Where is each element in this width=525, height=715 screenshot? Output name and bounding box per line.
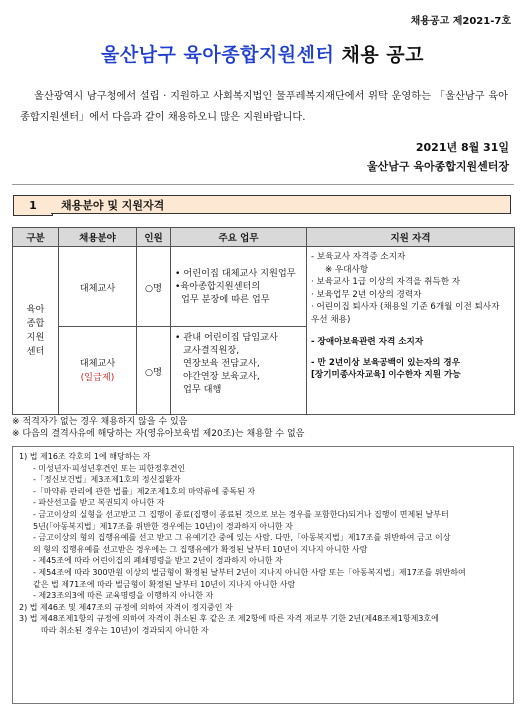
division-line: 센터 xyxy=(26,345,45,357)
disq-item: - 제54조에 따라 300만원 이상의 벌금형이 확정된 날부터 2년이 지나지 아니한 사람 또는「아동복지법」제17조를 위반하여 xyxy=(33,567,466,577)
count-cell: ○명 xyxy=(137,327,171,415)
disq-item: -「정신보건법」제3조제1호의 정신질환자 xyxy=(33,475,181,485)
disq-item: - 금고이상의 실형을 선고받고 그 집행이 종료(집행이 종료된 것으로 보는 경우를 포함한다)되거나 집행이 면제된 날부터 xyxy=(33,509,449,519)
division-line: 지원 xyxy=(26,331,45,343)
notice-date: 2021년 8월 31일 xyxy=(415,141,509,154)
note-line: ※ 적격자가 없는 경우 채용하지 않을 수 있음 xyxy=(12,417,188,427)
disq-item: -「마약류 관리에 관한 법률」제2조제1호의 마약류에 중독된 자 xyxy=(33,486,256,496)
table-row xyxy=(13,247,515,327)
note-line: ※ 다음의 결격사유에 해당하는 자(영유아보육법 제20조)는 채용할 수 없음 xyxy=(12,429,305,439)
section-title: 채용분야 및 지원자격 xyxy=(51,195,511,214)
divider xyxy=(12,184,514,185)
duties-cell xyxy=(171,247,307,327)
notes xyxy=(12,416,514,440)
qual-line: - 장애아보육관련 자격 소지자 xyxy=(311,337,424,347)
qual-line: - 만 2년이상 보육공백이 있는자의 경우 xyxy=(311,357,461,368)
field-sub-label: (일급제) xyxy=(80,371,115,383)
qual-line: ※ 우대사항 xyxy=(325,264,369,275)
division-cell xyxy=(13,247,59,415)
disq-heading: 1) 법 제16조 각호의 1에 해당하는 자 xyxy=(19,452,151,461)
disq-item: - 제45조에 따라 어린이집의 폐쇄명령을 받고 2년이 경과하지 아니한 자 xyxy=(33,556,283,566)
disq-item: - 파산선고를 받고 복권되지 아니한 자 xyxy=(33,498,165,508)
header-duties: 주요 업무 xyxy=(171,228,307,247)
qual-line: · 보육교사 1급 이상의 자격을 취득한 자 xyxy=(311,277,461,287)
header-count: 인원 xyxy=(137,228,171,247)
field-cell: 대체교사 xyxy=(59,247,137,327)
field-cell xyxy=(59,327,137,415)
field-label: 대체교사 xyxy=(79,357,116,369)
duties-cell xyxy=(171,327,307,415)
disq-item: 같은 법 제71조에 따라 벌금형이 확정된 날부터 10년이 지나지 아니한 사람 xyxy=(33,579,296,589)
title-suffix: 채용 공고 xyxy=(334,44,425,66)
disqualification-box xyxy=(12,446,514,704)
disq-heading: 3) 법 제48조제1항의 규정에 의하여 자격이 취소된 후 같은 조 제2항에 따른 자격 재교부 기한 2년(제48조제1항제3호에 xyxy=(19,614,439,624)
duty-line: • 관내 어린이집 담임교사 xyxy=(175,332,278,343)
table-header-row xyxy=(13,228,515,247)
division-line: 종합 xyxy=(26,317,45,329)
count-cell: ○명 xyxy=(137,247,171,327)
duty-line: 업무 분장에 따른 업무 xyxy=(181,294,270,305)
section-number: 1 xyxy=(13,195,53,216)
duty-line: 야간연장 보육교사, xyxy=(183,371,260,382)
title-center-name: 울산남구 육아종합지원센터 xyxy=(100,44,335,66)
duty-line: •육아종합지원센터의 xyxy=(175,281,261,292)
header-qualifications: 지원 자격 xyxy=(307,228,515,247)
duty-line: 연장보육 전담교사, xyxy=(183,358,260,369)
notice-number: 채용공고 제2021-7호 xyxy=(410,16,511,27)
intro-paragraph: 울산광역시 남구청에서 설립 · 지원하고 사회복지법인 물푸레복지재단에서 위탁 운영하는 「울산남구 육아종합지원센터」에서 다음과 같이 채용하오니 많은 지원바랍니다. xyxy=(20,91,508,123)
organization-name: 울산남구 육아종합지원센터장 xyxy=(367,160,509,173)
division-line: 육아 xyxy=(26,303,45,315)
disq-item: - 금고이상의 형의 집행유예를 선고 받고 그 유예기간 중에 있는 사람. 다만,「아동복지법」제17조를 위반하여 금고 이상 xyxy=(33,533,451,543)
qual-line: [장기미종사자교육] 이수한자 지원 가능 xyxy=(311,370,461,380)
duty-line: 교사결직원장, xyxy=(183,345,240,356)
disq-item: 5년(「아동복지법」제17조를 위반한 경우에는 10년)이 경과하지 아니한 자 xyxy=(33,521,293,531)
page-title xyxy=(0,40,525,67)
disq-heading: 2) 법 제46조 및 제47조의 규정에 의하여 자격이 정지중인 자 xyxy=(19,602,233,612)
header-division: 구분 xyxy=(13,228,59,247)
qual-line: - 보육교사 자격증 소지자 xyxy=(311,252,406,262)
disq-item: - 미성년자·피성년후견인 또는 피한정후견인 xyxy=(33,463,186,473)
disq-item: 의 형의 집행유예를 선고받은 경우에는 그 집행유예가 확정된 날부터 10년이 지나지 아니한 사람 xyxy=(33,544,368,554)
qual-line: · 어린이집 퇴사자 (채용일 기준 6개월 이전 퇴사자 우선 채용) xyxy=(311,302,500,325)
header-field: 채용분야 xyxy=(59,228,137,247)
disq-heading-cont: 따라 취소된 경우는 10년)이 경과되지 아니한 자 xyxy=(41,625,209,635)
duty-line: 업무 대행 xyxy=(183,384,222,395)
disq-item: - 제23조의3에 따른 교육명령을 이행하지 아니한 자 xyxy=(33,591,214,601)
duty-line: • 어린이집 대체교사 지원업무 xyxy=(175,268,296,279)
qual-line: · 보육업무 2년 이상의 경력자 xyxy=(311,289,422,300)
qualifications-cell xyxy=(307,247,515,415)
recruit-table xyxy=(12,227,515,415)
